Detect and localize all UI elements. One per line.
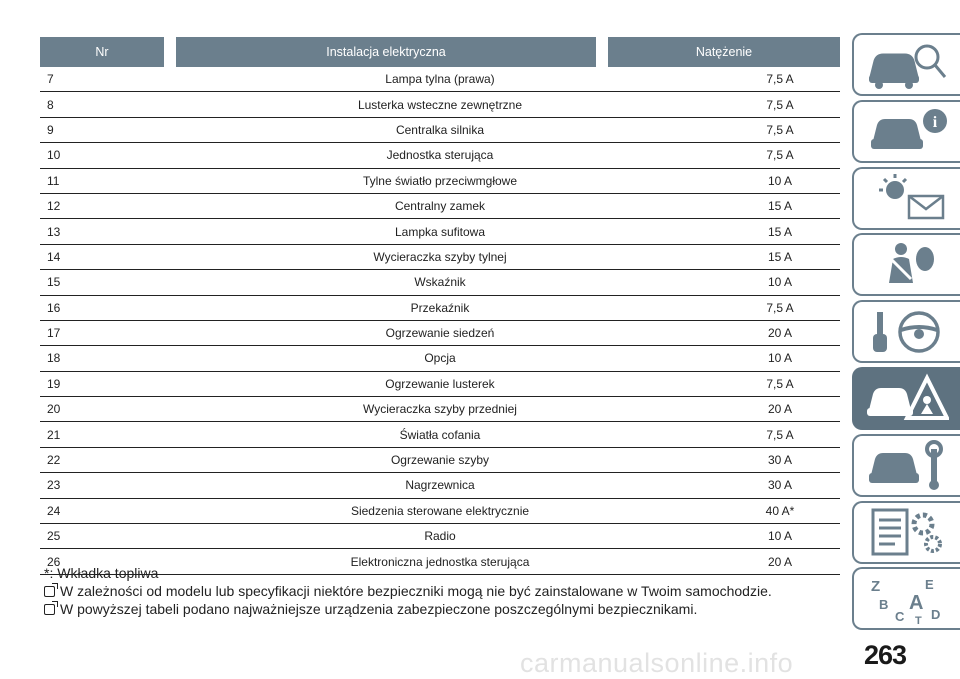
tab-car-info[interactable] (852, 100, 960, 163)
table-row (40, 92, 840, 117)
cell-installation: Ogrzewanie szyby (390, 453, 490, 468)
cell-nr: 19 (47, 376, 61, 391)
cell-installation: Ogrzewanie siedzeń (385, 326, 495, 341)
cell-amperage: 20 A (767, 402, 793, 417)
cell-installation: Wskaźnik (414, 275, 466, 290)
table-row (40, 219, 840, 244)
cell-installation: Jednostka sterująca (386, 148, 494, 163)
cell-nr: 7 (47, 72, 54, 87)
cell-nr: 15 (47, 275, 61, 290)
svg-text:A: A (909, 591, 924, 614)
table-row (40, 194, 840, 219)
svg-text:B: B (879, 596, 889, 612)
svg-text:D: D (931, 606, 941, 622)
svg-text:Z: Z (871, 577, 881, 595)
fuse-table (40, 37, 840, 575)
seatbelt-airbag-icon (865, 239, 949, 291)
cell-nr: 26 (47, 554, 61, 569)
cell-installation: Tylne światło przeciwmgłowe (362, 173, 518, 188)
cell-nr: 12 (47, 199, 61, 214)
cell-installation: Opcja (424, 351, 456, 366)
cell-amperage: 7,5 A (766, 148, 794, 163)
cell-nr: 24 (47, 503, 61, 518)
tab-car-search[interactable] (852, 33, 960, 96)
note-2 (44, 600, 834, 618)
table-row (40, 296, 840, 321)
cell-nr: 14 (47, 249, 61, 264)
table-row (40, 321, 840, 346)
table-row (40, 372, 840, 397)
table-row (40, 169, 840, 194)
tab-seatbelt-airbag[interactable] (852, 233, 960, 296)
alphabet-index-icon (865, 573, 949, 625)
cell-nr: 18 (47, 351, 61, 366)
cell-amperage: 7,5 A (766, 72, 794, 87)
cell-amperage: 10 A (767, 173, 793, 188)
cell-installation: Ogrzewanie lusterek (385, 376, 495, 391)
chapter-tabs (852, 33, 960, 634)
cell-installation: Przekaźnik (410, 300, 470, 315)
cell-amperage: 30 A (767, 453, 793, 468)
cell-amperage: 7,5 A (766, 376, 794, 391)
cell-amperage: 10 A (767, 275, 793, 290)
table-row (40, 346, 840, 371)
header-amperage: Natężenie (608, 37, 840, 67)
tab-car-wrench[interactable] (852, 434, 960, 497)
cell-installation: Lusterka wsteczne zewnętrzne (357, 97, 523, 112)
table-header (40, 37, 840, 67)
cell-installation: Wycieraczka szyby tylnej (373, 249, 507, 264)
cell-amperage: 20 A (767, 326, 793, 341)
cell-nr: 16 (47, 300, 61, 315)
cell-amperage: 7,5 A (766, 300, 794, 315)
cell-amperage: 10 A (767, 529, 793, 544)
car-warning-triangle-icon (865, 372, 949, 424)
svg-text:E: E (925, 576, 934, 592)
header-installation: Instalacja elektryczna (176, 37, 596, 67)
cell-installation: Elektroniczna jednostka sterująca (350, 554, 530, 569)
table-row (40, 245, 840, 270)
cell-installation: Radio (424, 529, 456, 544)
table-body (40, 67, 840, 575)
footnote: *: Wkładka topliwa (44, 565, 159, 581)
table-row (40, 143, 840, 168)
note-box-icon (44, 586, 55, 597)
cell-amperage: 30 A (767, 478, 793, 493)
car-info-icon (865, 105, 949, 157)
document-gears-icon (865, 506, 949, 558)
cell-nr: 21 (47, 427, 61, 442)
car-search-icon (865, 39, 949, 91)
page-number: 263 (864, 640, 907, 670)
table-row (40, 524, 840, 549)
note-box-icon (44, 604, 55, 615)
cell-amperage: 7,5 A (766, 122, 794, 137)
cell-installation: Nagrzewnica (405, 478, 475, 493)
cell-installation: Lampa tylna (prawa) (385, 72, 495, 87)
cell-nr: 8 (47, 97, 54, 112)
cell-installation: Światła cofania (399, 427, 481, 442)
table-row (40, 448, 840, 473)
tab-alphabet-index[interactable] (852, 567, 960, 630)
tab-lights-mail[interactable] (852, 167, 960, 230)
cell-nr: 13 (47, 224, 61, 239)
table-row (40, 473, 840, 498)
lights-mail-icon (865, 172, 949, 224)
notes (44, 564, 834, 618)
cell-amperage: 15 A (767, 249, 793, 264)
watermark: carmanualsonline.info (520, 648, 794, 678)
tab-key-steering-wheel[interactable] (852, 300, 960, 363)
cell-amperage: 40 A* (765, 503, 795, 518)
table-row (40, 67, 840, 92)
cell-amperage: 15 A (767, 199, 793, 214)
cell-amperage: 7,5 A (766, 427, 794, 442)
cell-nr: 10 (47, 148, 61, 163)
header-nr: Nr (40, 37, 164, 67)
svg-text:C: C (895, 608, 905, 624)
note-1-text: W zależności od modelu lub specyfikacji niektóre bezpieczniki mogą nie być zainstalowane w Twoim samochodzie. (60, 583, 772, 599)
cell-nr: 22 (47, 453, 61, 468)
tab-car-warning[interactable] (852, 367, 960, 430)
cell-amperage: 20 A (767, 554, 793, 569)
table-row (40, 397, 840, 422)
cell-amperage: 15 A (767, 224, 793, 239)
cell-installation: Centralka silnika (395, 122, 485, 137)
cell-nr: 9 (47, 122, 54, 137)
cell-amperage: 7,5 A (766, 97, 794, 112)
tab-document-gears[interactable] (852, 501, 960, 564)
svg-text:i: i (932, 114, 938, 132)
note-2-text: W powyższej tabeli podano najważniejsze urządzenia zabezpieczone poszczególnymi bezpiecznikami. (60, 601, 698, 617)
cell-installation: Wycieraczka szyby przedniej (363, 402, 517, 417)
svg-text:T: T (915, 614, 922, 625)
cell-installation: Lampka sufitowa (394, 224, 486, 239)
cell-nr: 17 (47, 326, 61, 341)
key-steering-wheel-icon (865, 306, 949, 358)
cell-nr: 23 (47, 478, 61, 493)
cell-nr: 11 (47, 173, 60, 188)
cell-installation: Centralny zamek (394, 199, 486, 214)
table-row (40, 270, 840, 295)
table-row (40, 422, 840, 447)
table-row (40, 118, 840, 143)
note-1 (44, 582, 834, 600)
table-row (40, 499, 840, 524)
car-wrench-icon (865, 439, 949, 491)
cell-installation: Siedzenia sterowane elektrycznie (350, 503, 530, 518)
cell-nr: 20 (47, 402, 61, 417)
cell-nr: 25 (47, 529, 61, 544)
cell-amperage: 10 A (767, 351, 793, 366)
